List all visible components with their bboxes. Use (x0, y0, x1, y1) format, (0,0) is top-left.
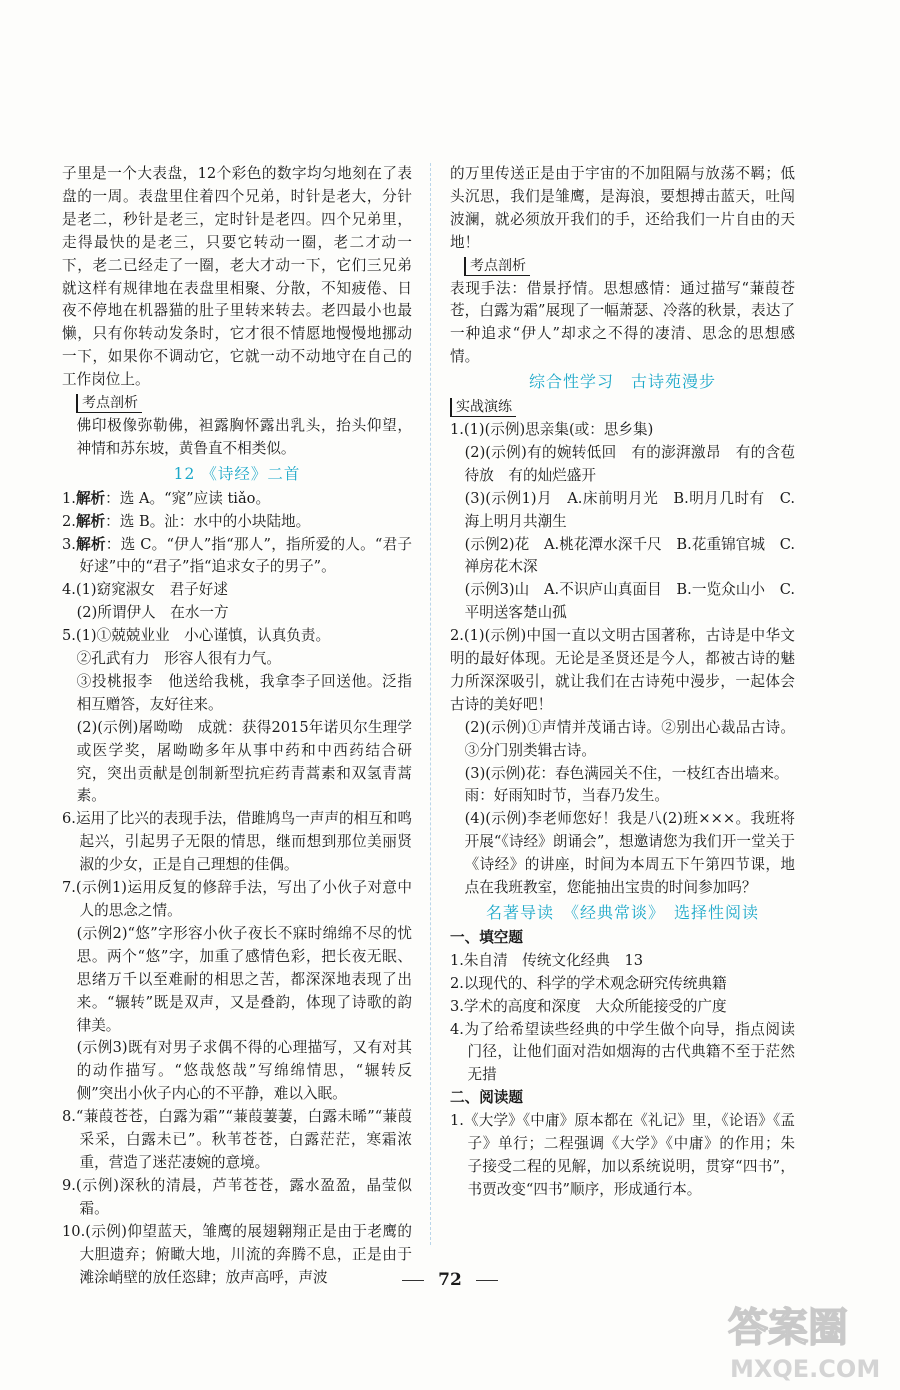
dash-right (476, 1280, 498, 1281)
watermark-url: MXQE.COM (730, 1355, 881, 1383)
reading-item-1: 1.《大学》《中庸》原本都在《礼记》里，《论语》《孟子》单行；二程强调《大学》《中庸》的作用；朱子接受二程的见解，加以系统说明，贯穿“四书”，书贾改变“四书”顺序，形成通行本。 (450, 1112, 795, 1198)
answer-item-4b: (2)所谓伊人 在水一方 (76, 604, 229, 622)
answer-item-7b: (示例2)“悠”字形容小伙子夜长不寐时绵绵不尽的忧思。两个“悠”字，加重了感情色彩，把长夜无眠、思绪万千以至难耐的相思之苦，都深深地表现了出来。“辗转”既是双声，又是叠韵，体现了诗歌的韵律美。 (76, 924, 412, 1034)
analysis-paragraph: 表现手法：借景抒情。思想感情：通过描写“蒹葭苍苍，白露为霜”展现了一幅萧瑟、冷落的秋景，表达了一种追求“伊人”却求之不得的凄清、思念的思想感情。 (450, 279, 795, 366)
reading-heading: 二、阅读题 (450, 1089, 523, 1107)
answer-item-10: 10.(示例)仰望蓝天，雏鹰的展翅翱翔正是由于老鹰的大胆遗弃；俯瞰大地，川流的奔腾不息，正是由于滩涂峭壁的放任恣肆；放声高呼，声波 (62, 1222, 412, 1286)
answer-item-3: 3.解析：选 C。“伊人”指“那人”，指所爱的人。“君子好逑”中的“君子”指“追求女子的男子”。 (62, 535, 412, 576)
practice-tag: 实战演练 (450, 398, 516, 417)
answer-item-5a: 5.(1)①兢兢业业 小心谨慎，认真负责。 (62, 627, 331, 645)
analysis-tag: 考点剖析 (76, 394, 142, 413)
answer-item-1a: 1.(1)(示例)思亲集(或：思乡集) (450, 420, 654, 438)
page-number: 72 (0, 1270, 900, 1290)
analysis-paragraph: 佛印极像弥勒佛，袒露胸怀露出乳头，抬头仰望，神情和苏东坡，黄鲁直不相类似。 (76, 416, 412, 457)
fill-item-4: 4.为了给希望读些经典的中学生做个向导，指点阅读门径，让他们面对浩如烟海的古代典籍不至于茫然无措 (450, 1020, 795, 1084)
answer-item-5d: (2)(示例)屠呦呦 成就：获得2015年诺贝尔生理学或医学奖，屠呦呦多年从事中药和中西药结合研究，突出贡献是创制新型抗疟药青蒿素和双氢青蒿素。 (76, 718, 412, 805)
intro-paragraph: 子里是一个大表盘，12个彩色的数字均匀地刻在了表盘的一周。表盘里住着四个兄弟，时针是老大，分针是老二，秒针是老三，定时针是老四。四个兄弟里，走得最快的是老三，只要它转动一圈，老二才动一下，老二已经走了一圈，老大才动一下，它们三兄弟就这样有规律地在表盘里相聚、分散，不知疲倦、日夜不停地在机器猫的肚子里转来转去。老四最小也最懒，只有你转动发条时，它才很不情愿地慢慢地挪动一下，如果你不调动它，它就一动不动地守在自己的工作岗位上。 (62, 165, 412, 389)
answer-item-8: 8.“蒹葭苍苍，白露为霜”“蒹葭萋萋，白露未晞”“蒹葭采采，白露未已”。秋苇苍苍，白露茫茫，寒霜浓重，营造了迷茫凄婉的意境。 (62, 1108, 412, 1171)
answer-item-1c: (3)(示例1)月 A.床前明月光 B.明月几时有 C.海上明月共潮生 (464, 489, 795, 530)
answer-item-1b: (2)(示例)有的婉转低回 有的澎湃激昂 有的含苞待放 有的灿烂盛开 (464, 443, 795, 484)
continued-paragraph: 的万里传送正是由于宇宙的不加阻隔与放荡不羁；低头沉思，我们是雏鹰，是海浪，要想搏击蓝天，吐闯波澜，就必须放开我们的手，还给我们一片自由的天地！ (450, 165, 795, 251)
answer-item-7a: 7.(示例1)运用反复的修辞手法，写出了小伙子对意中人的思念之情。 (62, 879, 412, 919)
answer-item-7c: (示例3)既有对男子求偶不得的心理描写，又有对其的动作描写。“悠哉悠哉”写绵绵情思，“辗转反侧”突出小伙子内心的不平静，难以入眠。 (76, 1039, 412, 1103)
answer-item-2e: (4)(示例)李老师您好！我是八(2)班×××。我班将开展“《诗经》朗诵会”，想邀请您为我们开一堂关于《诗经》的讲座，时间为本周五下午第四节课，地点在我班教室，您能抽出宝贵的时间参加吗？ (464, 810, 795, 897)
answer-item-2d: 雨：好雨知时节，当春乃发生。 (464, 787, 669, 805)
right-column (450, 163, 795, 1202)
analysis-tag: 考点剖析 (464, 257, 530, 276)
left-column (62, 163, 412, 1289)
fill-item-1: 1.朱自清 传统文化经典 13 (450, 951, 644, 969)
answer-item-9: 9.(示例)深秋的清晨，芦苇苍苍，露水盈盈，晶莹似霜。 (62, 1176, 412, 1217)
answer-item-5c: ③投桃报李 他送给我桃，我拿李子回送他。泛指相互赠答，友好往来。 (76, 672, 412, 713)
watermark-logo (720, 1297, 890, 1385)
column-divider (430, 163, 431, 1245)
section-heading-shijing: 12 《诗经》二首 (173, 464, 301, 483)
answer-item-2c: (3)(示例)花：春色满园关不住，一枝红杏出墙来。 (464, 764, 789, 782)
answer-item-1d: (示例2)花 A.桃花潭水深千尺 B.花重锦官城 C.禅房花木深 (464, 535, 795, 576)
answer-item-2b: (2)(示例)①声情并茂诵古诗。②别出心裁品古诗。③分门别类辑古诗。 (464, 718, 795, 759)
answer-item-5b: ②孔武有力 形容人很有力气。 (76, 650, 281, 668)
dash-left (402, 1280, 424, 1281)
answer-item-1e: (示例3)山 A.不识庐山真面目 B.一览众山小 C.平明送客楚山孤 (464, 581, 795, 622)
fill-item-2: 2.以现代的、科学的学术观念研究传统典籍 (450, 974, 727, 992)
answer-item-4a: 4.(1)窈窕淑女 君子好逑 (62, 581, 228, 599)
fill-blank-heading: 一、填空题 (450, 928, 523, 946)
fill-item-3: 3.学术的高度和深度 大众所能接受的广度 (450, 997, 727, 1015)
section-heading-poetry: 综合性学习 古诗苑漫步 (528, 372, 716, 392)
answer-item-2: 2.解析：选 B。沚：水中的小块陆地。 (62, 512, 311, 530)
answer-item-6: 6.运用了比兴的表现手法，借雎鸠鸟一声声的相互和鸣起兴，引起男子无限的情思，继而想到那位美丽贤淑的少女，正是自己理想的佳偶。 (62, 810, 412, 874)
answer-item-2a: 2.(1)(示例)中国一直以文明古国著称，古诗是中华文明的最好体现。无论是圣贤还是今人，都被古诗的魅力所深深吸引，就让我们在古诗苑中漫步，一起体会古诗的美好吧！ (450, 627, 795, 713)
section-heading-classics: 名著导读 《经典常谈》 选择性阅读 (485, 903, 759, 922)
watermark-logo-text: 答案圈 (728, 1305, 848, 1351)
answer-item-1: 1.解析：选 A。“窕”应读 tiǎo。 (62, 489, 271, 507)
